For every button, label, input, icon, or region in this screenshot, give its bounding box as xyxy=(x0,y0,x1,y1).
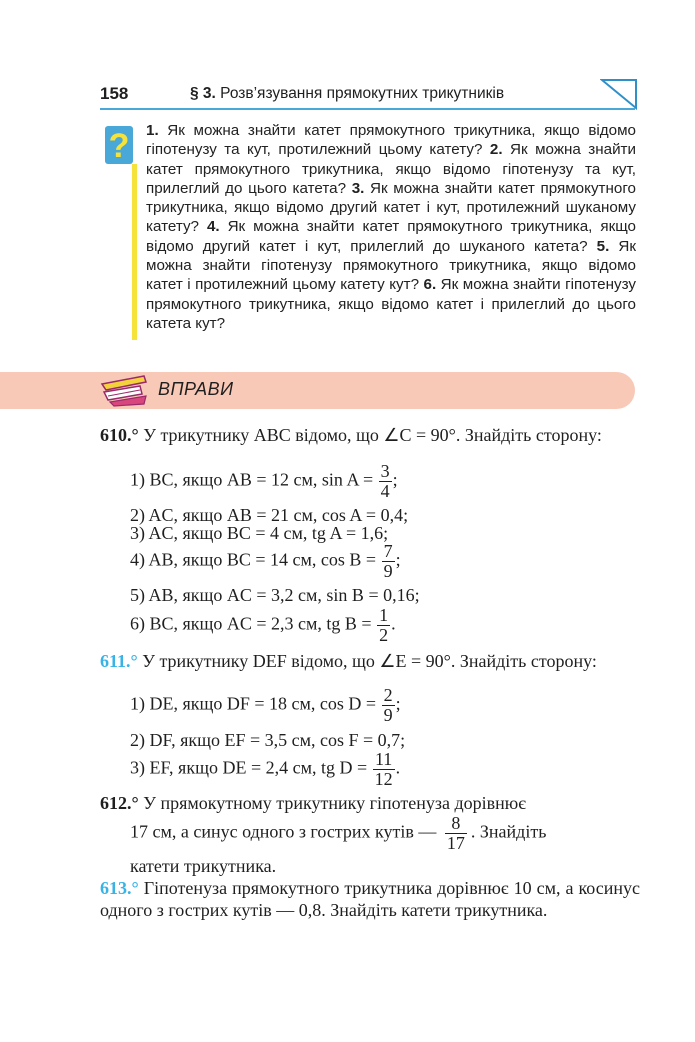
fraction xyxy=(445,814,467,853)
item-text: 4) AB, якщо BC = 14 см, cos B = xyxy=(130,549,377,570)
q5-number: 5. xyxy=(596,237,610,255)
exercise-611-number: 611.° xyxy=(100,651,138,671)
exercise-610-item-1 xyxy=(130,462,398,501)
item-text: 1) DE, якщо DF = 18 см, cos D = xyxy=(130,693,377,714)
header-rule xyxy=(100,108,635,110)
fraction xyxy=(373,750,395,789)
fraction xyxy=(382,542,395,581)
exercises-band xyxy=(0,372,635,409)
svg-text:?: ? xyxy=(108,127,130,165)
item-text: 3) EF, якщо DE = 2,4 см, tg D = xyxy=(130,757,368,778)
exercise-613-text: Гіпотенуза прямокутного трикутника дорівнює 10 см, а косинус одного з гострих кутів — 0,8. Знайдіть катети трикутника. xyxy=(100,878,640,920)
exercise-610-item-5: 5) AB, якщо AC = 3,2 см, sin B = 0,16; xyxy=(130,585,420,605)
section-mark: § 3. xyxy=(190,85,216,102)
page-number: 158 xyxy=(100,84,129,103)
exercise-612-line-3: катети трикутника. xyxy=(130,856,277,876)
exercises-title: ВПРАВИ xyxy=(158,379,234,399)
exercise-610 xyxy=(100,424,640,446)
exercise-610-item-3: 3) AC, якщо BC = 4 см, tg A = 1,6; xyxy=(130,523,389,543)
exercise-612-number: 612.° xyxy=(100,793,139,813)
exercise-612-line-2 xyxy=(130,814,635,853)
fraction-numerator: 2 xyxy=(383,685,393,705)
question-bar xyxy=(132,164,137,340)
exercise-610-item-4 xyxy=(130,542,401,581)
q3-number: 3. xyxy=(351,179,365,197)
item-end: ; xyxy=(392,469,398,490)
exercise-612 xyxy=(100,792,640,814)
q2-text: Як можна знайти катет прямокутного трикутника, якщо відомо гіпотенузу та кут, прилеглий до цього катета? xyxy=(146,141,636,197)
item-end: . xyxy=(395,757,401,778)
item-text: 6) BC, якщо AC = 2,3 см, tg B = xyxy=(130,613,372,634)
fraction-numerator: 8 xyxy=(445,814,467,834)
corner-triangle-icon xyxy=(600,78,638,110)
section-heading xyxy=(190,85,504,103)
exercise-610-item-2: 2) AC, якщо AB = 21 см, cos A = 0,4; xyxy=(130,505,409,525)
q3-text: Як можна знайти катет прямокутного трикутника, якщо відомо другий катет і кут, протилежний шуканому катету? xyxy=(146,179,636,236)
exercise-613-number: 613.° xyxy=(100,878,139,898)
fraction-numerator: 3 xyxy=(380,461,390,481)
q5-text: Як можна знайти гіпотенузу прямокутного трикутника, якщо відомо катет і протилежний цьому катету кут? xyxy=(146,237,636,294)
fraction-denominator: 9 xyxy=(383,561,393,581)
q6-number: 6. xyxy=(423,276,437,294)
fraction-denominator: 17 xyxy=(446,833,465,853)
item-end: ; xyxy=(395,549,401,570)
item-end: . xyxy=(391,613,396,634)
q4-number: 4. xyxy=(206,218,220,236)
q6-text: Як можна знайти гіпотенузу прямокутного трикутника, якщо відомо катет і прилеглий до цього катета кут? xyxy=(146,276,636,332)
question-mark-icon xyxy=(104,125,134,165)
fraction-denominator: 9 xyxy=(383,705,393,725)
q1-text: Як можна знайти катет прямокутного трикутника, якщо відомо гіпотенузу та кут, протилежний цьому катету? xyxy=(146,122,636,159)
q4-text: Як можна знайти катет прямокутного трикутника, якщо відомо другий катет і кут, прилеглий до шуканого катета? xyxy=(146,218,636,255)
review-questions xyxy=(146,121,636,333)
fraction-denominator: 4 xyxy=(380,481,390,501)
fraction-numerator: 7 xyxy=(383,541,393,561)
item-text: 17 см, а синус одного з гострих кутів — xyxy=(130,821,437,842)
fraction xyxy=(377,606,390,645)
exercise-611 xyxy=(100,650,640,672)
fraction-denominator: 12 xyxy=(374,769,393,789)
exercise-611-item-3 xyxy=(130,750,400,789)
exercise-612-text-a: У прямокутному трикутнику гіпотенуза дорівнює xyxy=(138,793,526,813)
exercise-613 xyxy=(100,877,640,921)
fraction xyxy=(379,462,392,501)
exercise-611-item-1 xyxy=(130,686,401,725)
exercise-610-text: У трикутнику ABC відомо, що ∠C = 90°. Знайдіть сторону: xyxy=(138,425,602,445)
exercise-611-text: У трикутнику DEF відомо, що ∠E = 90°. Знайдіть сторону: xyxy=(137,651,597,671)
exercise-611-item-2: 2) DF, якщо EF = 3,5 см, cos F = 0,7; xyxy=(130,730,406,750)
fraction-numerator: 11 xyxy=(373,750,395,770)
exercise-610-item-6 xyxy=(130,606,396,645)
exercise-610-number: 610.° xyxy=(100,425,139,445)
item-text: 1) BC, якщо AB = 12 см, sin A = xyxy=(130,469,374,490)
fraction-denominator: 2 xyxy=(379,625,389,645)
section-title: Розв’язування прямокутних трикутників xyxy=(215,85,505,102)
fraction-numerator: 1 xyxy=(379,605,389,625)
item-end: ; xyxy=(395,693,401,714)
item-text-end: . Знайдіть xyxy=(470,821,547,842)
ruler-pencil-icon xyxy=(100,374,150,408)
fraction xyxy=(382,686,395,725)
q2-number: 2. xyxy=(489,141,503,159)
page-header xyxy=(100,82,640,108)
q1-number: 1. xyxy=(146,122,159,139)
